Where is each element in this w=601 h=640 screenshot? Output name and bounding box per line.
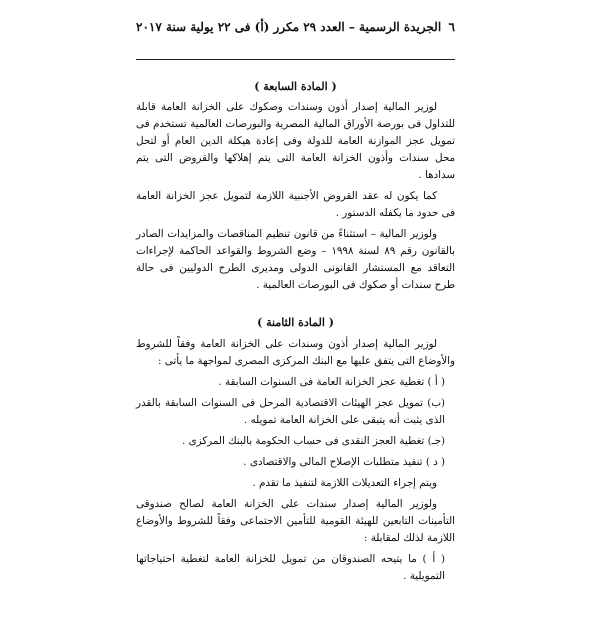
article-8-paragraph-1: لوزير المالية إصدار أذون وسندات على الخزانة العامة وفقاً للشروط والأوضاع التى يتفق عليها مع البنك المركزى المصرى لمواجهة ما يأتى : xyxy=(136,338,455,367)
article-8-paragraph-2: ويتم إجراء التعديلات اللازمة لتنفيذ ما تقدم . xyxy=(252,477,437,489)
header-divider xyxy=(136,59,455,60)
article-8-item-d: ( د ) تنفيذ متطلبات الإصلاح المالى والاقتصادى . xyxy=(243,456,445,468)
article-7-paragraph-3: ولوزير المالية – استثناءً من قانون تنظيم المناقصات والمزايدات الصادر بالقانون رقم ٨٩ لسنة ١٩٩٨ – وضع الشروط والقواعد الحاكمة لإجراءات التعاقد مع المستشار القانونى الدولى ومديرى الطرح الدوليين فى حالة طرح سندات أو صكوك فى البورصات العالمية . xyxy=(136,228,456,291)
article-8-item-b: (ب) تمويل عجز الهيئات الاقتصادية المرحل فى السنوات السابقة بالقدر الذى يثبت أنه يتبقى على الخزانة العامة تمويله . xyxy=(136,397,445,426)
article-8-heading: ( المادة الثامنة ) xyxy=(257,316,334,329)
article-7-heading: ( المادة السابعة ) xyxy=(254,80,337,93)
article-8-item-a: ( أ ) تغطية عجز الخزانة العامة فى السنوات السابقة . xyxy=(218,376,445,388)
article-8-item-a2: ( أ ) ما يتيحه الصندوقان من تمويل للخزانة العامة لتغطية احتياجاتها التمويلية . xyxy=(136,553,445,582)
page-number: ٦ xyxy=(448,20,455,34)
article-7-paragraph-2: كما يكون له عقد القروض الأجنبية اللازمة لتمويل عجز الخزانة العامة فى حدود ما يكفله الدستور . xyxy=(136,190,455,219)
running-title: الجريدة الرسمية – العدد ٢٩ مكرر (أ) فى ٢٢ يولية سنة ٢٠١٧ xyxy=(136,20,442,34)
article-8-item-c: (جـ) تغطية العجز النقدى فى حساب الحكومة بالبنك المركزى . xyxy=(181,435,445,447)
article-8-body xyxy=(136,336,455,589)
page-header xyxy=(136,20,455,34)
article-7-body xyxy=(136,99,455,298)
article-8-paragraph-3: ولوزير المالية إصدار سندات على الخزانة العامة لصالح صندوقى التأمينات التابعين للهيئة القومية للتأمين الاجتماعى وفقاً للشروط والأوضاع اللازمة لذلك لمقابلة : xyxy=(136,498,455,544)
article-7-paragraph-1: لوزير المالية إصدار أذون وسندات وصكوك على الخزانة العامة قابلة للتداول فى بورصة الأوراق المالية المصرية والبورصات العالمية تستخدم فى تمويل عجز الموازنة العامة للدولة وفى إعادة هيكلة الدين العام أو لتحل محل سندات وأذون الخزانة العامة التى يتم إهلاكها والقروض التى يتم سدادها . xyxy=(136,101,455,181)
